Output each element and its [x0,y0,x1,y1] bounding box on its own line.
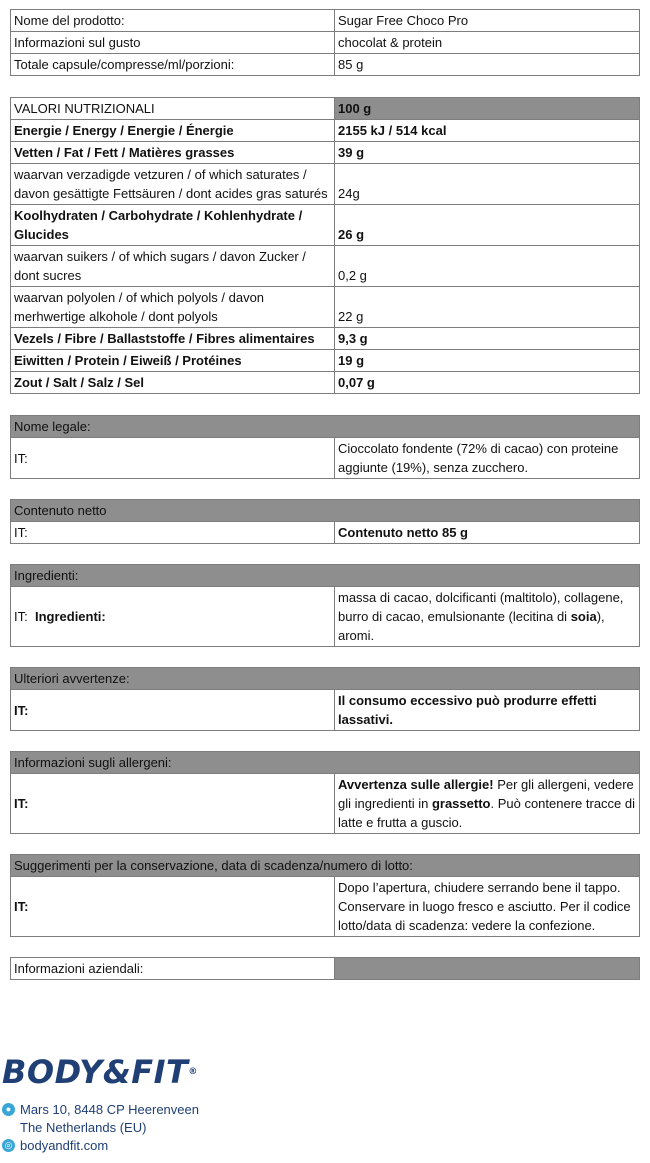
table-row [11,522,640,544]
table-row [11,287,640,328]
globe-icon: ◎ [2,1139,15,1152]
allergens-header: Informazioni sugli allergeni: [11,752,640,774]
section-header-row [11,416,640,438]
warnings-table [10,667,640,731]
nutrient-value: 22 g [335,287,640,328]
storage-table [10,854,640,937]
ingredients-text-end: ), aromi. [338,609,605,643]
allergen-highlight: soia [570,609,597,624]
section-header-row [11,958,640,980]
nutrient-label: Eiwitten / Protein / Eiweiß / Protéines [11,350,335,372]
company-table [10,957,640,980]
allergens-text-end: . Può contenere tracce di latte e frutta a guscio. [338,796,636,830]
language-label: IT: [11,877,335,937]
warnings-value: Il consumo eccessivo può produrre effetti lassativi. [335,690,640,731]
total-portions-label: Totale capsule/compresse/ml/porzioni: [11,54,335,76]
bold-word: grassetto [431,796,491,811]
table-row [11,438,640,479]
nutrition-header-label: VALORI NUTRIZIONALI [11,98,335,120]
language-label: IT: [11,774,335,834]
storage-value: Dopo l’apertura, chiudere serrando bene il tappo. Conservare in luogo fresco e asciutto. Per il codice lotto/data di scadenza: vedere la confezione. [335,877,640,937]
nutrition-table [10,97,640,394]
ingredients-label: Ingredienti: [34,609,106,624]
website-link[interactable]: bodyandfit.com [20,1138,109,1153]
logo-text: BODY&FIT [2,1053,189,1091]
table-row [11,328,640,350]
nutrient-value: 0,2 g [335,246,640,287]
legal-name-header: Nome legale: [11,416,640,438]
table-row [11,164,640,205]
registered-mark: ® [188,1067,198,1077]
company-address [2,1101,199,1155]
nutrient-label: Vezels / Fibre / Ballaststoffe / Fibres alimentaires [11,328,335,350]
nutrient-value: 9,3 g [335,328,640,350]
table-row [11,205,640,246]
table-row [11,10,640,32]
nutrient-value: 2155 kJ / 514 kcal [335,120,640,142]
ingredients-header: Ingredienti: [11,565,640,587]
allergy-warning-title: Avvertenza sulle allergie! [338,777,494,792]
language-label: IT: [11,690,335,731]
total-portions-value: 85 g [335,54,640,76]
net-content-table [10,499,640,544]
flavour-label: Informazioni sul gusto [11,32,335,54]
nutrition-header-value: 100 g [335,98,640,120]
allergens-table [10,751,640,834]
section-header-row [11,500,640,522]
nutrient-value: 39 g [335,142,640,164]
brand-logo [2,1053,202,1091]
product-info-table [10,9,640,76]
address-line-1: Mars 10, 8448 CP Heerenveen [20,1102,199,1117]
section-header-row [11,565,640,587]
legal-name-value: Cioccolato fondente (72% di cacao) con proteine aggiunte (19%), senza zucchero. [335,438,640,479]
allergens-text: Per gli allergeni, vedere gli ingredienti in [338,777,634,811]
address-line-2: The Netherlands (EU) [20,1120,147,1135]
section-header-row [11,752,640,774]
company-header-fill [335,958,640,980]
warnings-header: Ulteriori avvertenze: [11,668,640,690]
product-sheet [10,9,639,980]
table-row [11,372,640,394]
product-name-label: Nome del prodotto: [11,10,335,32]
product-name-value: Sugar Free Choco Pro [335,10,640,32]
legal-name-table [10,415,640,479]
nutrient-label: waarvan verzadigde vetzuren / of which saturates / davon gesättigte Fettsäuren / dont acides gras saturés [11,164,335,205]
table-row [11,350,640,372]
table-row [11,246,640,287]
nutrient-value: 0,07 g [335,372,640,394]
net-content-header: Contenuto netto [11,500,640,522]
table-row [11,877,640,937]
nutrition-header-row [11,98,640,120]
nutrient-label: Vetten / Fat / Fett / Matières grasses [11,142,335,164]
table-row [11,142,640,164]
nutrient-label: waarvan suikers / of which sugars / davon Zucker / dont sucres [11,246,335,287]
nutrient-value: 26 g [335,205,640,246]
nutrient-label: Koolhydraten / Carbohydrate / Kohlenhydrate / Glucides [11,205,335,246]
table-row [11,54,640,76]
ingredients-value [335,587,640,647]
nutrient-label: Zout / Salt / Salz / Sel [11,372,335,394]
section-header-row [11,668,640,690]
language-label: IT: [11,522,335,544]
company-header: Informazioni aziendali: [11,958,335,980]
net-content-value: Contenuto netto 85 g [335,522,640,544]
location-pin-icon: ● [2,1103,15,1116]
nutrient-value: 24g [335,164,640,205]
table-row [11,32,640,54]
table-row [11,120,640,142]
table-row [11,774,640,834]
nutrient-label: Energie / Energy / Energie / Énergie [11,120,335,142]
flavour-value: chocolat & protein [335,32,640,54]
nutrient-label: waarvan polyolen / of which polyols / davon merhwertige alkohole / dont polyols [11,287,335,328]
ingredients-table [10,564,640,647]
section-header-row [11,855,640,877]
allergens-value [335,774,640,834]
language-cell [11,587,335,647]
table-row [11,587,640,647]
ingredients-text: massa di cacao, dolcificanti (maltitolo), collagene, burro di cacao, emulsionante (lecitina di [338,590,624,624]
language-label: IT: [14,609,28,624]
language-label: IT: [11,438,335,479]
table-row [11,690,640,731]
storage-header: Suggerimenti per la conservazione, data di scadenza/numero di lotto: [11,855,640,877]
nutrient-value: 19 g [335,350,640,372]
